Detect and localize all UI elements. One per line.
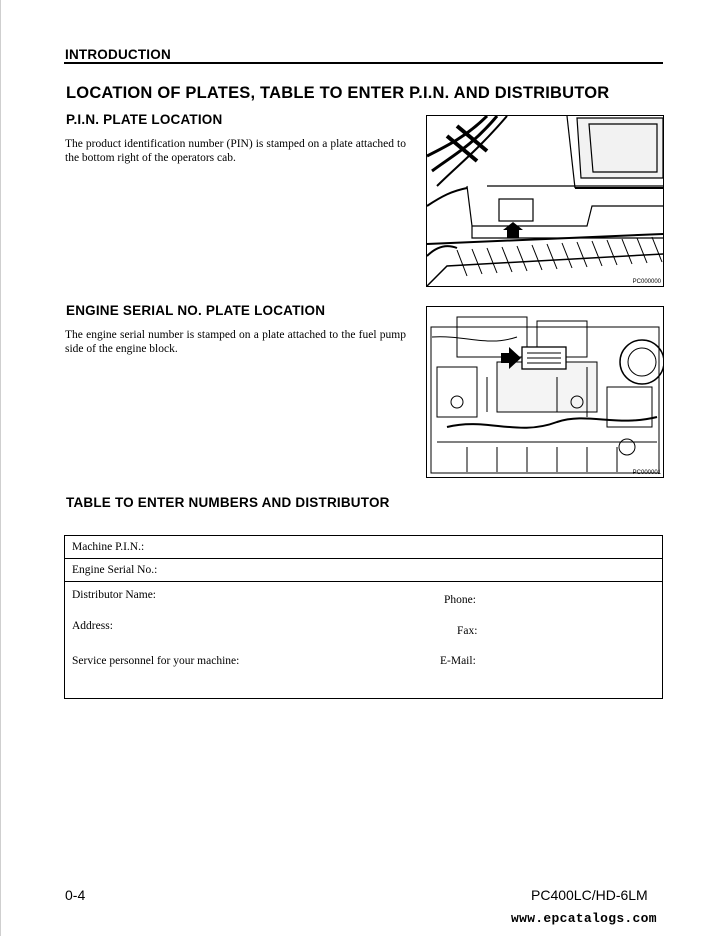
fax-label: Fax: [457, 625, 478, 637]
pin-plate-figure [426, 115, 664, 287]
engine-block-illustration [427, 307, 663, 477]
email-label: E-Mail: [440, 655, 476, 667]
distributor-table [64, 535, 663, 699]
table-row [65, 536, 663, 559]
engine-serial-description: The engine serial number is stamped on a plate attached to the fuel pump side of the engine block. [65, 329, 406, 355]
address-label: Address: [72, 620, 113, 632]
section-header: INTRODUCTION [65, 47, 171, 62]
table-row [65, 559, 663, 582]
distributor-cell[interactable] [65, 582, 663, 699]
engine-serial-figure [426, 306, 664, 478]
page-title: LOCATION OF PLATES, TABLE TO ENTER P.I.N. AND DISTRIBUTOR [66, 84, 610, 102]
watermark-link[interactable]: www.epcatalogs.com [511, 911, 657, 926]
header-rule [64, 62, 663, 64]
pin-figure-code: PC000000 [632, 279, 661, 285]
pin-plate-arrow-icon [503, 222, 523, 238]
machine-pin-cell[interactable] [65, 536, 663, 559]
pin-plate-heading: P.I.N. PLATE LOCATION [66, 112, 223, 127]
pin-plate-description: The product identification number (PIN) is stamped on a plate attached to the bottom right of the operators cab. [65, 138, 406, 164]
page-left-edge [0, 0, 1, 936]
excavator-cab-illustration [427, 116, 663, 286]
service-personnel-label: Service personnel for your machine: [72, 655, 240, 667]
engine-serial-cell[interactable] [65, 559, 663, 582]
engine-figure-code: PC000001 [632, 470, 661, 476]
engine-serial-label: Engine Serial No.: [72, 564, 158, 576]
phone-label: Phone: [444, 594, 476, 606]
table-row [65, 582, 663, 699]
distributor-name-label: Distributor Name: [72, 589, 156, 601]
machine-pin-label: Machine P.I.N.: [72, 541, 145, 553]
engine-serial-heading: ENGINE SERIAL NO. PLATE LOCATION [66, 303, 326, 318]
page-number: 0-4 [65, 887, 86, 903]
model-code: PC400LC/HD-6LM [531, 887, 648, 903]
table-heading: TABLE TO ENTER NUMBERS AND DISTRIBUTOR [66, 495, 390, 510]
